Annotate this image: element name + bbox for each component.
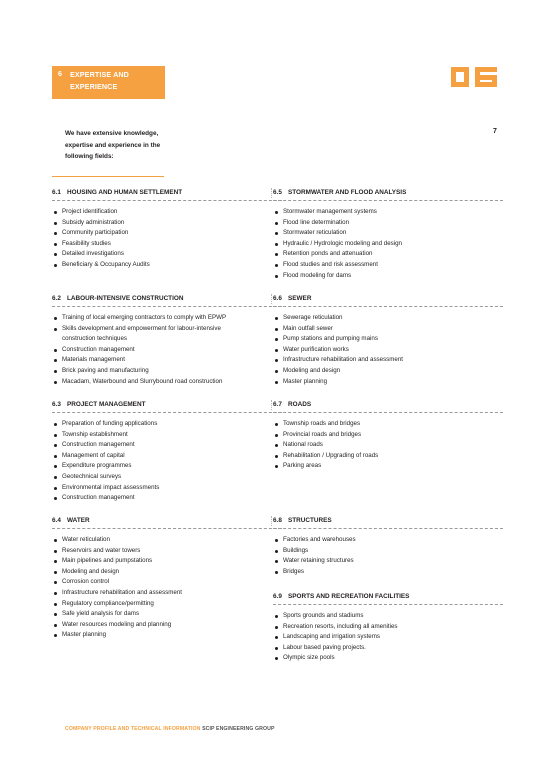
section-heading bbox=[273, 188, 503, 198]
list-item: Parking areas bbox=[273, 461, 503, 472]
list-item: Provincial roads and bridges bbox=[273, 430, 503, 441]
list-item: Water purification works bbox=[273, 345, 503, 356]
list-item: Construction management bbox=[52, 493, 282, 504]
list-item: Stormwater management systems bbox=[273, 207, 503, 218]
intro-rule bbox=[52, 176, 164, 177]
section-list bbox=[273, 611, 503, 664]
list-item: Rehabilitation / Upgrading of roads bbox=[273, 451, 503, 462]
list-item: Preparation of funding applications bbox=[52, 419, 282, 430]
section-heading-title: STORMWATER AND FLOOD ANALYSIS bbox=[288, 189, 407, 196]
section-rule bbox=[52, 528, 282, 529]
list-item: Regulatory compliance/permitting bbox=[52, 599, 282, 610]
section-labour-intensive bbox=[52, 294, 282, 387]
chapter-number-06-graphic bbox=[450, 66, 498, 88]
footer-company-name: SCIP ENGINEERING GROUP bbox=[202, 726, 275, 732]
list-item: Modeling and design bbox=[52, 567, 282, 578]
section-heading-title: PROJECT MANAGEMENT bbox=[67, 401, 146, 408]
intro-line-3: following fields: bbox=[65, 153, 114, 161]
section-heading bbox=[52, 294, 282, 304]
list-item: Project identification bbox=[52, 207, 282, 218]
list-item: Infrastructure rehabilitation and assessment bbox=[52, 588, 282, 599]
list-item: Macadam, Waterbound and Slurrybound road construction bbox=[52, 377, 282, 388]
page-title bbox=[70, 69, 129, 93]
list-item: Sports grounds and stadiums bbox=[273, 611, 503, 622]
section-heading-title: LABOUR-INTENSIVE CONSTRUCTION bbox=[67, 295, 184, 302]
page-number: 7 bbox=[493, 128, 497, 135]
list-item: Flood studies and risk assessment bbox=[273, 260, 503, 271]
intro-line-2: expertise and experience in the bbox=[65, 141, 161, 149]
list-item: Materials management bbox=[52, 355, 282, 366]
list-item: Beneficiary & Occupancy Audits bbox=[52, 260, 282, 271]
section-list bbox=[52, 207, 282, 271]
list-item: Master planning bbox=[273, 377, 503, 388]
section-rule bbox=[273, 412, 503, 413]
list-item: Modeling and design bbox=[273, 366, 503, 377]
list-item: Training of local emerging contractors to comply with EPWP bbox=[52, 313, 282, 324]
section-heading-title: SPORTS AND RECREATION FACILITIES bbox=[288, 593, 410, 600]
list-item: Brick paving and manufacturing bbox=[52, 366, 282, 377]
section-heading-title: WATER bbox=[67, 517, 90, 524]
section-heading bbox=[273, 294, 503, 304]
list-item: Flood line determination bbox=[273, 218, 503, 229]
list-item-continuation: construction techniques bbox=[62, 335, 128, 343]
list-item: Detailed investigations bbox=[52, 249, 282, 260]
list-item: Environmental impact assessments bbox=[52, 483, 282, 494]
list-item: Retention ponds and attenuation bbox=[273, 249, 503, 260]
section-heading-number: 6.4 bbox=[52, 517, 61, 524]
section-rule bbox=[273, 528, 503, 529]
section-heading bbox=[273, 516, 503, 526]
list-item: Management of capital bbox=[52, 451, 282, 462]
section-heading-number: 6.6 bbox=[273, 295, 282, 302]
section-list bbox=[273, 535, 503, 577]
list-item: Infrastructure rehabilitation and assessment bbox=[273, 355, 503, 366]
list-item: Flood modeling for dams bbox=[273, 271, 503, 282]
list-item: Reservoirs and water towers bbox=[52, 546, 282, 557]
section-rule bbox=[273, 200, 503, 201]
list-item: Water reticulation bbox=[52, 535, 282, 546]
section-heading-number: 6.8 bbox=[273, 517, 282, 524]
section-list bbox=[273, 419, 503, 472]
list-item: Feasibility studies bbox=[52, 239, 282, 250]
section-heading-title: HOUSING AND HUMAN SETTLEMENT bbox=[67, 189, 183, 196]
section-list bbox=[273, 313, 503, 387]
section-heading bbox=[52, 188, 282, 198]
list-item: Landscaping and irrigation systems bbox=[273, 632, 503, 643]
list-item: National roads bbox=[273, 440, 503, 451]
section-water bbox=[52, 516, 282, 641]
list-item: Construction management bbox=[52, 440, 282, 451]
section-rule bbox=[52, 412, 282, 413]
list-item: Stormwater reticulation bbox=[273, 228, 503, 239]
list-item: Main outfall sewer bbox=[273, 324, 503, 335]
section-heading-number: 6.1 bbox=[52, 189, 61, 196]
section-structures bbox=[273, 516, 503, 577]
list-item: Water retaining structures bbox=[273, 556, 503, 567]
section-rule bbox=[273, 604, 503, 605]
section-heading-title: SEWER bbox=[288, 295, 312, 302]
list-item: Safe yield analysis for dams bbox=[52, 609, 282, 620]
section-rule bbox=[52, 200, 282, 201]
list-item: Recreation resorts, including all amenities bbox=[273, 622, 503, 633]
page-title-line-1: EXPERTISE AND bbox=[70, 70, 129, 79]
list-item: Township establishment bbox=[52, 430, 282, 441]
section-heading-number: 6.9 bbox=[273, 593, 282, 600]
section-list bbox=[52, 535, 282, 641]
section-list bbox=[52, 313, 282, 387]
section-heading bbox=[52, 516, 282, 526]
list-item: Master planning bbox=[52, 630, 282, 641]
section-housing bbox=[52, 188, 282, 271]
section-heading bbox=[273, 400, 503, 410]
intro-text bbox=[65, 128, 205, 163]
section-roads bbox=[273, 400, 503, 472]
section-heading-number: 6.2 bbox=[52, 295, 61, 302]
list-item: Township roads and bridges bbox=[273, 419, 503, 430]
list-item: Pump stations and pumping mains bbox=[273, 334, 503, 345]
list-item: Geotechnical surveys bbox=[52, 472, 282, 483]
list-item: Labour based paving projects. bbox=[273, 643, 503, 654]
footer-document-title: COMPANY PROFILE AND TECHNICAL INFORMATION bbox=[65, 726, 201, 732]
section-sewer bbox=[273, 294, 503, 387]
section-number: 6 bbox=[58, 69, 62, 78]
list-item: Hydraulic / Hydrologic modeling and design bbox=[273, 239, 503, 250]
list-item: Skills development and empowerment for labour-intensive bbox=[52, 324, 282, 335]
list-item: Corrosion control bbox=[52, 577, 282, 588]
section-list bbox=[52, 419, 282, 504]
list-item: Buildings bbox=[273, 546, 503, 557]
section-rule bbox=[273, 306, 503, 307]
intro-line-1: We have extensive knowledge, bbox=[65, 130, 159, 137]
list-item: Water resources modeling and planning bbox=[52, 620, 282, 631]
list-item: Bridges bbox=[273, 567, 503, 578]
list-item: Construction management bbox=[52, 345, 282, 356]
section-sports-recreation bbox=[273, 592, 503, 664]
section-heading-title: STRUCTURES bbox=[288, 517, 332, 524]
list-item: Sewerage reticulation bbox=[273, 313, 503, 324]
section-heading-title: ROADS bbox=[288, 401, 312, 408]
section-project-management bbox=[52, 400, 282, 504]
list-item: Subsidy administration bbox=[52, 218, 282, 229]
section-heading-number: 6.5 bbox=[273, 189, 282, 196]
section-heading bbox=[52, 400, 282, 410]
section-rule bbox=[52, 306, 282, 307]
section-stormwater bbox=[273, 188, 503, 281]
section-heading-number: 6.7 bbox=[273, 401, 282, 408]
list-item: Community participation bbox=[52, 228, 282, 239]
list-item: Main pipelines and pumpstations bbox=[52, 556, 282, 567]
list-item: Expenditure programmes bbox=[52, 461, 282, 472]
section-list bbox=[273, 207, 503, 281]
section-heading bbox=[273, 592, 503, 602]
list-item: Olympic size pools bbox=[273, 653, 503, 664]
page-title-line-2: EXPERIENCE bbox=[70, 82, 118, 91]
section-heading-number: 6.3 bbox=[52, 401, 61, 408]
list-item: Factories and warehouses bbox=[273, 535, 503, 546]
footer bbox=[65, 726, 275, 732]
